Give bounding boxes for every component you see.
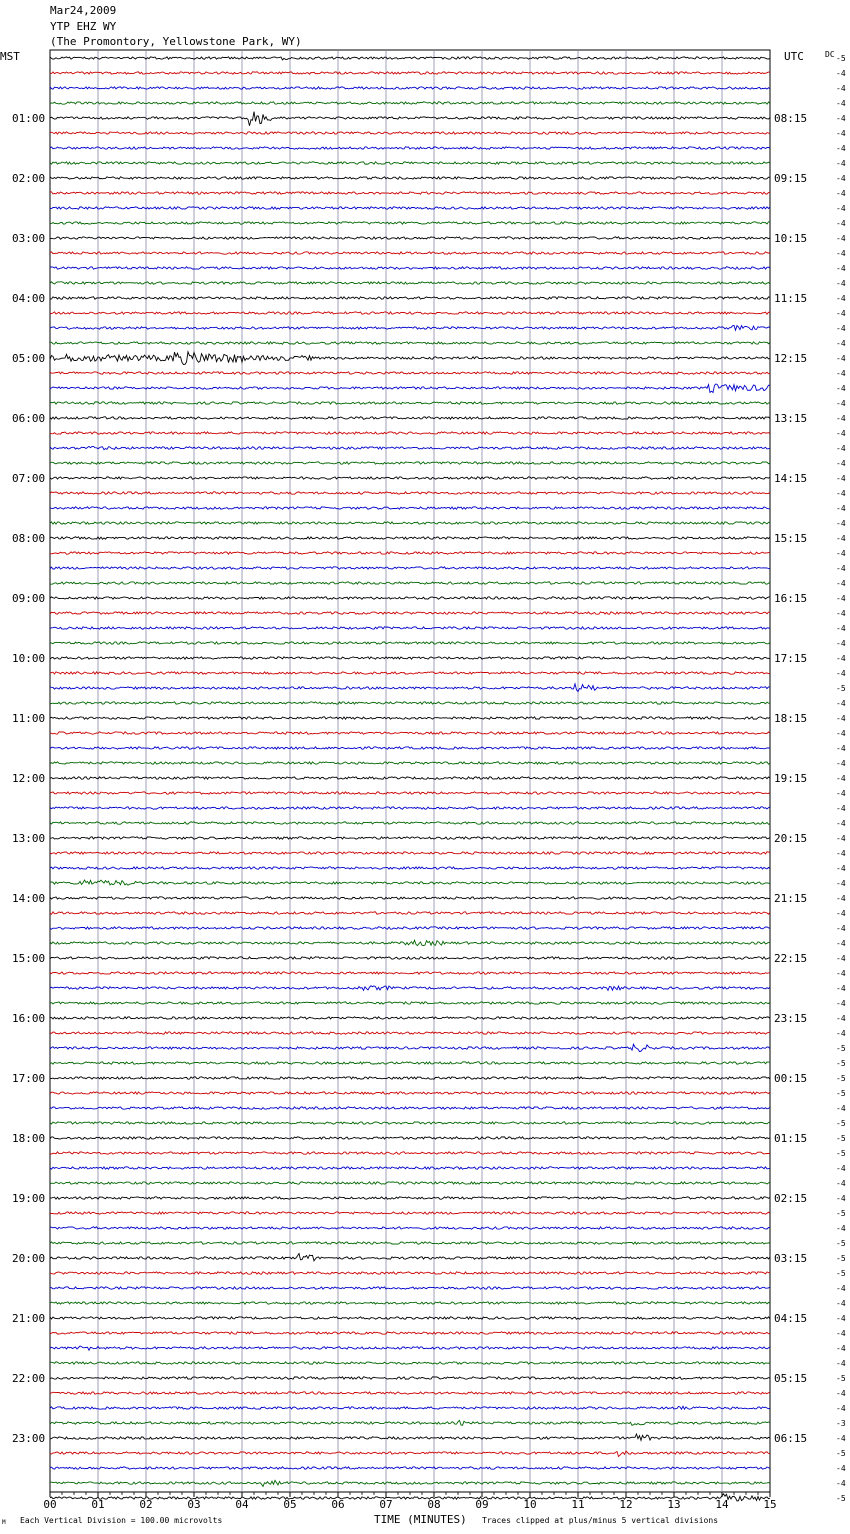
trace-row — [50, 384, 770, 393]
dc-offset-label: -4 — [836, 504, 846, 513]
trace-row — [50, 1362, 770, 1364]
dc-offset-label: -4 — [836, 744, 846, 753]
utc-hour-label: 18:15 — [774, 712, 808, 725]
scale-note: Each Vertical Division = 100.00 microvolts — [20, 1516, 223, 1525]
clip-note: Traces clipped at plus/minus 5 vertical divisions — [482, 1516, 719, 1525]
dc-offset-label: -4 — [836, 879, 846, 888]
trace-row — [50, 684, 770, 692]
trace-row — [50, 1332, 770, 1334]
dc-offset-label: -4 — [836, 804, 846, 813]
utc-hour-label: 11:15 — [774, 292, 808, 305]
dc-offset-label: -4 — [836, 939, 846, 948]
trace-row — [50, 1467, 770, 1469]
trace-row — [50, 852, 770, 854]
x-tick-label: 01 — [91, 1498, 105, 1511]
dc-offset-label: -5 — [836, 1134, 846, 1143]
utc-hour-label: 03:15 — [774, 1252, 808, 1265]
trace-row — [50, 986, 770, 991]
trace-row — [50, 1017, 770, 1019]
dc-offset-label: -4 — [836, 894, 846, 903]
trace-row — [50, 87, 770, 89]
trace-row — [50, 582, 770, 584]
trace-row — [50, 252, 770, 254]
dc-offset-label: -4 — [836, 1179, 846, 1188]
dc-offset-label: -4 — [836, 1284, 846, 1293]
dc-offset-label: -4 — [836, 384, 846, 393]
trace-row — [50, 297, 770, 299]
dc-offset-label: -4 — [836, 429, 846, 438]
dc-offset-label: -4 — [836, 1344, 846, 1353]
dc-offset-label: -4 — [836, 354, 846, 363]
dc-offset-label: -4 — [836, 519, 846, 528]
dc-offset-label: -4 — [836, 1359, 846, 1368]
trace-row — [50, 1062, 770, 1064]
mst-hour-label: 11:00 — [12, 712, 46, 725]
dc-offset-label: -4 — [836, 564, 846, 573]
dc-offset-label: -4 — [836, 399, 846, 408]
x-tick-label: 05 — [283, 1498, 297, 1511]
utc-hour-label: 08:15 — [774, 112, 808, 125]
dc-offset-label: -4 — [836, 444, 846, 453]
trace-row — [50, 657, 770, 659]
dc-offset-label: -5 — [836, 1119, 846, 1128]
x-tick-label: 06 — [331, 1498, 345, 1511]
x-tick-label: 03 — [187, 1498, 201, 1511]
trace-row — [50, 507, 770, 509]
trace-row — [50, 537, 770, 539]
mst-hour-label: 19:00 — [12, 1192, 46, 1205]
dc-offset-label: -4 — [836, 264, 846, 273]
trace-row — [50, 1044, 770, 1051]
dc-offset-label: -4 — [836, 219, 846, 228]
location-label: (The Promontory, Yellowstone Park, WY) — [50, 35, 302, 48]
utc-hour-label: 09:15 — [774, 172, 808, 185]
dc-offset-label: -4 — [836, 84, 846, 93]
dc-offset-label: -4 — [836, 1029, 846, 1038]
trace-row — [50, 372, 770, 374]
mst-hour-label: 21:00 — [12, 1312, 46, 1325]
dc-offset-label: -4 — [836, 1314, 846, 1323]
trace-row — [50, 1434, 770, 1440]
x-tick-label: 11 — [571, 1498, 585, 1511]
trace-row — [50, 912, 770, 914]
dc-offset-label: -5 — [836, 1239, 846, 1248]
dc-offset-label: -5 — [836, 54, 846, 63]
dc-offset-label: -4 — [836, 279, 846, 288]
trace-row — [50, 1346, 770, 1350]
x-tick-label: 10 — [523, 1498, 537, 1511]
trace-row — [50, 1254, 770, 1261]
dc-offset-label: -4 — [836, 69, 846, 78]
dc-offset-label: -5 — [836, 1059, 846, 1068]
utc-hour-label: 22:15 — [774, 952, 808, 965]
utc-hour-label: 05:15 — [774, 1372, 808, 1385]
utc-hour-label: 01:15 — [774, 1132, 808, 1145]
mst-hour-label: 17:00 — [12, 1072, 46, 1085]
trace-row — [50, 342, 770, 344]
dc-offset-label: -5 — [836, 1374, 846, 1383]
dc-offset-label: -4 — [836, 639, 846, 648]
dc-offset-label: -4 — [836, 1434, 846, 1443]
dc-offset-label: -5 — [836, 1074, 846, 1083]
dc-offset-label: -5 — [836, 1494, 846, 1503]
trace-row — [50, 897, 770, 899]
trace-row — [50, 222, 770, 224]
x-tick-label: 08 — [427, 1498, 441, 1511]
mst-hour-label: 08:00 — [12, 532, 46, 545]
trace-row — [50, 402, 770, 404]
dc-offset-label: -4 — [836, 339, 846, 348]
trace-row — [50, 957, 770, 959]
utc-hour-label: 04:15 — [774, 1312, 808, 1325]
trace-row — [50, 282, 770, 284]
dc-offset-label: -4 — [836, 474, 846, 483]
trace-row — [50, 1092, 770, 1094]
x-tick-label: 07 — [379, 1498, 393, 1511]
dc-offset-label: -4 — [836, 1224, 846, 1233]
utc-axis-label: UTC — [784, 50, 804, 63]
dc-offset-label: -5 — [836, 1044, 846, 1053]
mst-hour-label: 10:00 — [12, 652, 46, 665]
dc-offset-label: -4 — [836, 609, 846, 618]
trace-row — [50, 1406, 770, 1409]
trace-row — [50, 1032, 770, 1034]
trace-row — [50, 717, 770, 719]
trace-row — [50, 1451, 770, 1457]
dc-offset-label: -4 — [836, 144, 846, 153]
trace-row — [50, 732, 770, 734]
dc-offset-label: -4 — [836, 774, 846, 783]
utc-hour-label: 15:15 — [774, 532, 808, 545]
utc-hour-label: 19:15 — [774, 772, 808, 785]
trace-row — [50, 492, 770, 494]
trace-row — [50, 1272, 770, 1274]
trace-row — [50, 1287, 770, 1289]
utc-hour-label: 16:15 — [774, 592, 808, 605]
dc-offset-label: -4 — [836, 1104, 846, 1113]
dc-offset-label: -4 — [836, 849, 846, 858]
mst-hour-label: 23:00 — [12, 1432, 46, 1445]
trace-row — [50, 940, 770, 945]
trace-row — [50, 1107, 770, 1109]
dc-offset-label: -4 — [836, 129, 846, 138]
x-tick-label: 09 — [475, 1498, 489, 1511]
x-tick-label: 02 — [139, 1498, 153, 1511]
mst-hour-label: 18:00 — [12, 1132, 46, 1145]
dc-offset-label: -3 — [836, 1419, 846, 1428]
x-tick-label: 14 — [715, 1498, 729, 1511]
mst-hour-label: 15:00 — [12, 952, 46, 965]
x-tick-label: 00 — [43, 1498, 57, 1511]
mst-hour-label: 20:00 — [12, 1252, 46, 1265]
dc-offset-label: -4 — [836, 594, 846, 603]
dc-offset-label: -5 — [836, 1269, 846, 1278]
trace-row — [50, 1392, 770, 1394]
dc-offset-label: -4 — [836, 234, 846, 243]
mst-hour-label: 01:00 — [12, 112, 46, 125]
dc-offset-label: -4 — [836, 204, 846, 213]
dc-offset-label: -5 — [836, 1149, 846, 1158]
dc-offset-label: -4 — [836, 819, 846, 828]
dc-offset-label: -5 — [836, 1449, 846, 1458]
dc-offset-label: -4 — [836, 714, 846, 723]
dc-offset-label: -4 — [836, 579, 846, 588]
trace-row — [50, 837, 770, 839]
trace-row — [50, 672, 770, 674]
utc-hour-label: 06:15 — [774, 1432, 808, 1445]
trace-row — [50, 446, 770, 449]
dc-offset-label: -4 — [836, 159, 846, 168]
dc-offset-label: -4 — [836, 369, 846, 378]
dc-offset-label: -4 — [836, 174, 846, 183]
trace-row — [50, 762, 770, 764]
dc-offset-label: -4 — [836, 729, 846, 738]
x-axis-title: TIME (MINUTES) — [374, 1513, 467, 1526]
dc-offset-label: -4 — [836, 1164, 846, 1173]
x-tick-label: 15 — [763, 1498, 777, 1511]
trace-row — [50, 1122, 770, 1124]
utc-hour-label: 12:15 — [774, 352, 808, 365]
dc-offset-label: -4 — [836, 1329, 846, 1338]
trace-row — [50, 792, 770, 794]
dc-offset-label: -5 — [836, 1209, 846, 1218]
dc-offset-label: -4 — [836, 969, 846, 978]
trace-row — [50, 597, 770, 599]
trace-row — [50, 1002, 770, 1004]
utc-hour-label: 14:15 — [774, 472, 808, 485]
trace-row — [50, 267, 770, 269]
utc-hour-label: 13:15 — [774, 412, 808, 425]
dc-offset-label: -4 — [836, 534, 846, 543]
dc-offset-label: -4 — [836, 1389, 846, 1398]
trace-row — [50, 1242, 770, 1244]
dc-offset-label: -4 — [836, 924, 846, 933]
dc-offset-label: -4 — [836, 864, 846, 873]
trace-row — [50, 462, 770, 464]
dc-offset-label: -4 — [836, 669, 846, 678]
mst-hour-label: 22:00 — [12, 1372, 46, 1385]
trace-row — [50, 522, 770, 524]
trace-row — [50, 72, 770, 74]
trace-row — [50, 1182, 770, 1184]
trace-row — [50, 867, 770, 869]
mst-hour-label: 16:00 — [12, 1012, 46, 1025]
trace-row — [50, 147, 770, 149]
trace-row — [50, 1212, 770, 1214]
mst-hour-label: 13:00 — [12, 832, 46, 845]
date-label: Mar24,2009 — [50, 4, 117, 17]
utc-hour-label: 21:15 — [774, 892, 808, 905]
trace-row — [50, 747, 770, 749]
trace-row — [50, 1420, 770, 1425]
trace-row — [50, 1377, 770, 1379]
x-tick-label: 13 — [667, 1498, 681, 1511]
trace-row — [50, 312, 770, 314]
dc-offset-label: -4 — [836, 1479, 846, 1488]
mst-hour-label: 02:00 — [12, 172, 46, 185]
dc-offset-label: -4 — [836, 1404, 846, 1413]
dc-offset-label: -5 — [836, 1254, 846, 1263]
trace-row — [50, 612, 770, 614]
trace-row — [50, 162, 770, 164]
trace-row — [50, 1137, 770, 1139]
trace-row — [50, 432, 770, 434]
trace-row — [50, 352, 770, 365]
trace-row — [50, 807, 770, 809]
trace-row — [50, 567, 770, 569]
trace-row — [50, 477, 770, 479]
trace-row — [50, 777, 770, 779]
mst-hour-label: 09:00 — [12, 592, 46, 605]
dc-offset-label: -5 — [836, 1089, 846, 1098]
utc-hour-label: 20:15 — [774, 832, 808, 845]
footer-marker: M — [2, 1519, 6, 1526]
trace-row — [50, 642, 770, 644]
trace-row — [50, 1152, 770, 1154]
dc-offset-label: -4 — [836, 1299, 846, 1308]
trace-row — [50, 552, 770, 554]
dc-offset-label: -4 — [836, 189, 846, 198]
dc-offset-label: -4 — [836, 99, 846, 108]
trace-row — [50, 112, 770, 126]
trace-row — [50, 237, 770, 239]
trace-row — [50, 1317, 770, 1319]
dc-offset-label: -4 — [836, 249, 846, 258]
trace-row — [50, 627, 770, 629]
dc-offset-label: -4 — [836, 1194, 846, 1203]
dc-offset-label: -4 — [836, 624, 846, 633]
x-tick-label: 12 — [619, 1498, 633, 1511]
dc-offset-label: -4 — [836, 324, 846, 333]
utc-hour-label: 10:15 — [774, 232, 808, 245]
dc-offset-label: -4 — [836, 834, 846, 843]
dc-offset-label: -4 — [836, 549, 846, 558]
dc-offset-label: -4 — [836, 759, 846, 768]
utc-hour-label: 23:15 — [774, 1012, 808, 1025]
trace-row — [50, 702, 770, 704]
x-tick-label: 04 — [235, 1498, 249, 1511]
station-label: YTP EHZ WY — [50, 20, 117, 33]
mst-hour-label: 04:00 — [12, 292, 46, 305]
dc-offset-label: -4 — [836, 459, 846, 468]
trace-row — [50, 1167, 770, 1169]
dc-offset-label: -4 — [836, 909, 846, 918]
trace-row — [50, 972, 770, 974]
trace-row — [50, 192, 770, 194]
trace-row — [50, 1197, 770, 1199]
dc-offset-label: -4 — [836, 1014, 846, 1023]
mst-hour-label: 03:00 — [12, 232, 46, 245]
dc-offset-label: -4 — [836, 414, 846, 423]
mst-hour-label: 07:00 — [12, 472, 46, 485]
mst-hour-label: 14:00 — [12, 892, 46, 905]
dc-offset-label: -4 — [836, 294, 846, 303]
plot-frame — [50, 50, 770, 1492]
trace-row — [50, 880, 770, 885]
mst-hour-label: 12:00 — [12, 772, 46, 785]
trace-row — [50, 177, 770, 179]
dc-offset-label: -5 — [836, 684, 846, 693]
dc-offset-label: -4 — [836, 699, 846, 708]
trace-row — [50, 132, 770, 134]
mst-axis-label: MST — [0, 50, 20, 63]
dc-offset-label: -4 — [836, 654, 846, 663]
utc-hour-label: 02:15 — [774, 1192, 808, 1205]
dc-offset-label: -4 — [836, 489, 846, 498]
dc-offset-label: -4 — [836, 114, 846, 123]
trace-row — [50, 102, 770, 104]
trace-row — [50, 1077, 770, 1079]
dc-offset-label: -4 — [836, 1464, 846, 1473]
dc-offset-label: -4 — [836, 789, 846, 798]
trace-row — [50, 325, 770, 330]
mst-hour-label: 06:00 — [12, 412, 46, 425]
mst-hour-label: 05:00 — [12, 352, 46, 365]
dc-offset-label: -4 — [836, 309, 846, 318]
trace-row — [50, 1302, 770, 1304]
utc-hour-label: 17:15 — [774, 652, 808, 665]
dc-offset-label: -4 — [836, 984, 846, 993]
trace-row — [50, 927, 770, 929]
trace-row — [50, 207, 770, 209]
dc-header-label: DC — [825, 50, 835, 59]
trace-row — [50, 417, 770, 419]
trace-row — [50, 57, 770, 60]
trace-row — [50, 1480, 770, 1486]
dc-offset-label: -4 — [836, 954, 846, 963]
utc-hour-label: 00:15 — [774, 1072, 808, 1085]
trace-row — [50, 1227, 770, 1229]
dc-offset-label: -4 — [836, 999, 846, 1008]
trace-row — [50, 822, 770, 824]
